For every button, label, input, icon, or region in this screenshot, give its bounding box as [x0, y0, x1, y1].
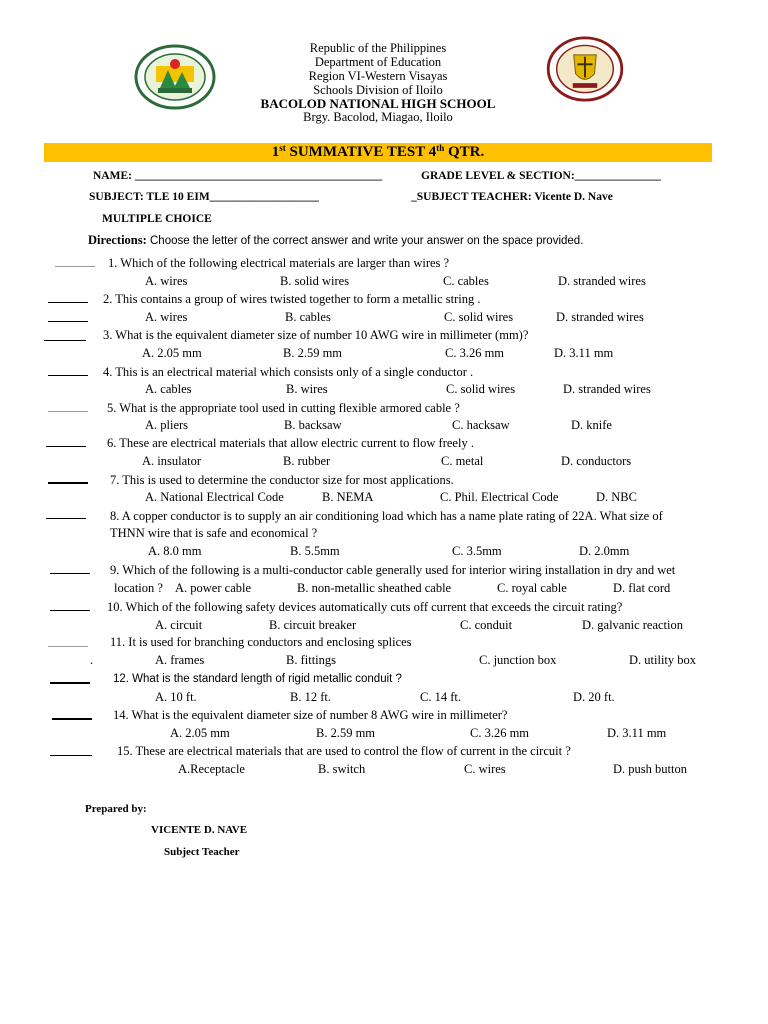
answer-blank-2[interactable] [48, 302, 88, 303]
choice-4d: D. stranded wires [563, 382, 651, 396]
question-10: 10. Which of the following safety devices automatically cuts off current that exceeds the circuit rating? [107, 600, 623, 614]
choice-10a: A. circuit [155, 618, 203, 632]
choice-7b: B. NEMA [322, 490, 374, 504]
choice-5b: B. backsaw [284, 418, 342, 432]
choice-1d: D. stranded wires [558, 274, 646, 288]
choice-14a: A. 2.05 mm [170, 726, 230, 740]
answer-blank-11[interactable] [48, 646, 88, 647]
question-2: 2. This contains a group of wires twisted together to form a metallic string . [103, 292, 481, 306]
choice-2d: D. stranded wires [556, 310, 644, 324]
question-6: 6. These are electrical materials that allow electric current to flow freely . [107, 436, 474, 450]
title-sup-2: th [436, 143, 445, 153]
question-15: 15. These are electrical materials that are used to control the flow of current in the circuit ? [117, 744, 571, 758]
answer-blank-6[interactable] [46, 446, 86, 447]
directions-text: Choose the letter of the correct answer and write your answer on the space provided. [146, 235, 584, 247]
title-sup-1: st [279, 143, 286, 153]
question-11-dot: . [90, 653, 94, 667]
question-9: 9. Which of the following is a multi-conductor cable generally used for interior wiring installation in dry and wet [110, 563, 676, 577]
choice-9a: A. power cable [175, 581, 252, 595]
answer-blank-10[interactable] [50, 610, 90, 611]
choice-5d: D. knife [571, 418, 612, 432]
choice-4a: A. cables [145, 382, 192, 396]
title-part-3: QTR. [444, 144, 485, 160]
choice-5a: A. pliers [145, 418, 189, 432]
preparer-role: Subject Teacher [164, 846, 240, 858]
answer-blank-3[interactable] [44, 340, 86, 341]
choice-2b: B. cables [285, 310, 331, 324]
question-7: 7. This is used to determine the conductor size for most applications. [110, 473, 454, 487]
choice-4c: C. solid wires [446, 382, 516, 396]
school-seal-icon [544, 36, 626, 102]
choice-2c: C. solid wires [444, 310, 514, 324]
question-5: 5. What is the appropriate tool used in cutting flexible armored cable ? [107, 401, 460, 415]
choice-8d: D. 2.0mm [579, 544, 630, 558]
question-3: 3. What is the equivalent diameter size of number 10 AWG wire in millimeter (mm)? [103, 328, 529, 342]
choice-12b: B. 12 ft. [290, 690, 331, 704]
choice-10b: B. circuit breaker [269, 618, 357, 632]
question-1: 1. Which of the following electrical materials are larger than wires ? [108, 256, 450, 270]
choice-1b: B. solid wires [280, 274, 350, 288]
question-11: 11. It is used for branching conductors and enclosing splices [110, 635, 412, 649]
choice-11b: B. fittings [286, 653, 337, 667]
test-title-banner [44, 143, 712, 162]
choice-8b: B. 5.5mm [290, 544, 340, 558]
directions-label: Directions: [88, 233, 147, 247]
section-heading: MULTIPLE CHOICE [102, 213, 212, 225]
choice-1c: C. cables [443, 274, 489, 288]
choice-6c: C. metal [441, 454, 484, 468]
choice-15a: A.Receptacle [178, 762, 245, 776]
choice-8a: A. 8.0 mm [148, 544, 202, 558]
choice-3b: B. 2.59 mm [283, 346, 343, 360]
choice-9d: D. flat cord [613, 581, 671, 595]
header-line-deped: Department of Education [314, 55, 442, 69]
title-part-2: SUMMATIVE TEST 4 [285, 144, 437, 160]
choice-1a: A. wires [145, 274, 188, 288]
header-line-republic: Republic of the Philippines [309, 41, 447, 55]
choice-7a: A. National Electrical Code [145, 490, 284, 504]
answer-blank-2b[interactable] [48, 321, 88, 322]
choice-14d: D. 3.11 mm [607, 726, 667, 740]
question-14: 14. What is the equivalent diameter size of number 8 AWG wire in millimeter? [113, 708, 508, 722]
choice-12d: D. 20 ft. [573, 690, 615, 704]
answer-blank-1[interactable] [55, 266, 95, 267]
answer-blank-12[interactable] [50, 682, 90, 684]
choice-12c: C. 14 ft. [420, 690, 461, 704]
school-name: BACOLOD NATIONAL HIGH SCHOOL [260, 96, 496, 111]
choice-6a: A. insulator [142, 454, 202, 468]
choice-9c: C. royal cable [497, 581, 567, 595]
choice-3a: A. 2.05 mm [142, 346, 202, 360]
choice-14b: B. 2.59 mm [316, 726, 376, 740]
question-9-cont: location ? [114, 581, 163, 595]
choice-10c: C. conduit [460, 618, 513, 632]
choice-4b: B. wires [286, 382, 328, 396]
answer-blank-5[interactable] [48, 411, 88, 412]
choice-3d: D. 3.11 mm [554, 346, 614, 360]
choice-6b: B. rubber [283, 454, 331, 468]
answer-blank-7[interactable] [48, 482, 88, 484]
answer-blank-14[interactable] [52, 718, 92, 720]
directions [88, 233, 583, 248]
choice-5c: C. hacksaw [452, 418, 510, 432]
answer-blank-4[interactable] [48, 375, 88, 376]
subject-teacher-field: _SUBJECT TEACHER: Vicente D. Nave [411, 191, 613, 203]
choice-8c: C. 3.5mm [452, 544, 502, 558]
choice-7c: C. Phil. Electrical Code [440, 490, 559, 504]
grade-section-field[interactable]: GRADE LEVEL & SECTION:_______________ [421, 170, 661, 182]
header-line-region: Region VI-Western Visayas [308, 69, 448, 83]
choice-10d: D. galvanic reaction [582, 618, 683, 632]
choice-11c: C. junction box [479, 653, 557, 667]
choice-9b: B. non-metallic sheathed cable [297, 581, 452, 595]
choice-2a: A. wires [145, 310, 188, 324]
preparer-name: VICENTE D. NAVE [151, 824, 248, 836]
question-12: 12. What is the standard length of rigid metallic conduit ? [113, 673, 402, 685]
choice-11a: A. frames [155, 653, 205, 667]
choice-6d: D. conductors [561, 454, 632, 468]
question-4: 4. This is an electrical material which consists only of a single conductor . [103, 365, 474, 379]
subject-field: SUBJECT: TLE 10 EIM___________________ [89, 191, 319, 203]
prepared-by-label: Prepared by: [85, 803, 147, 815]
choice-3c: C. 3.26 mm [445, 346, 505, 360]
deped-seal-icon [134, 44, 216, 110]
title-part-1: 1 [271, 144, 280, 160]
choice-11d: D. utility box [629, 653, 697, 667]
choice-12a: A. 10 ft. [155, 690, 197, 704]
choice-14c: C. 3.26 mm [470, 726, 530, 740]
answer-blank-9[interactable] [50, 573, 90, 574]
choice-7d: D. NBC [596, 490, 637, 504]
school-address: Brgy. Bacolod, Miagao, Iloilo [303, 110, 453, 124]
question-8: 8. A copper conductor is to supply an air conditioning load which has a name plate rating of 22A. What size of [110, 509, 663, 523]
choice-15d: D. push button [613, 762, 687, 776]
answer-blank-8[interactable] [46, 518, 86, 519]
answer-blank-15[interactable] [50, 755, 92, 756]
name-field[interactable]: NAME: ___________________________________________ [93, 170, 383, 182]
choice-15c: C. wires [464, 762, 506, 776]
choice-15b: B. switch [318, 762, 366, 776]
question-8-cont: THNN wire that is safe and economical ? [110, 526, 318, 540]
header-line-division: Schools Division of Iloilo [313, 83, 443, 97]
